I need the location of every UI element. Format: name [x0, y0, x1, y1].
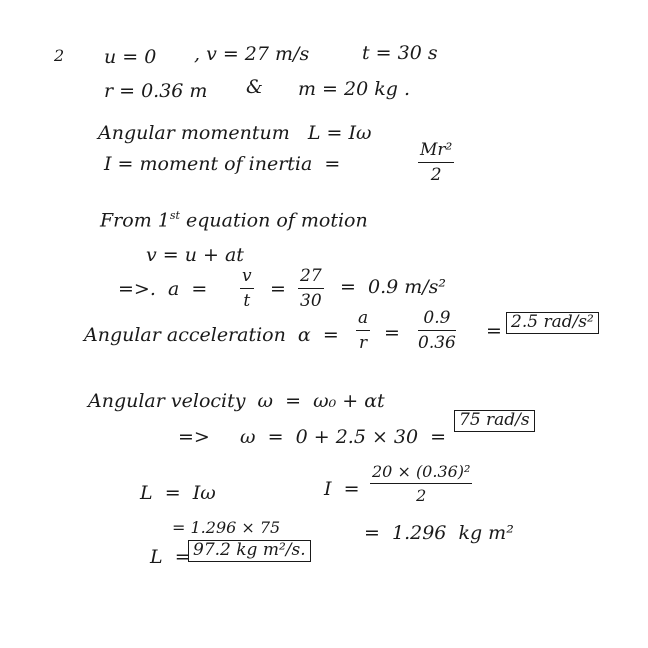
equation-of-motion-heading: [100, 210, 368, 230]
fraction-denominator-r: r: [359, 333, 368, 353]
angular-momentum-substitution: = 1.296 × 75: [172, 518, 281, 537]
heading-part-1: From 1: [100, 209, 170, 232]
angular-momentum-result-prefix: L =: [150, 546, 191, 568]
inertia-formula-fraction: [418, 140, 454, 185]
fraction-denominator-t: t: [243, 291, 251, 311]
fraction-denominator-0-36: 0.36: [418, 333, 456, 353]
acceleration-fraction-v-t: [240, 266, 254, 311]
acceleration-fraction-values: [298, 266, 324, 311]
given-final-velocity: , v = 27 m/s: [194, 43, 310, 65]
given-mass: m = 20 kg .: [298, 78, 410, 100]
fraction-numerator-27: 27: [298, 266, 324, 289]
angular-acceleration-answer-box: 2.5 rad/s²: [506, 312, 599, 334]
fraction-numerator-a: a: [356, 308, 370, 331]
question-number: 2: [54, 46, 65, 65]
inertia-result: = 1.296 kg m²: [364, 522, 514, 544]
heading-part-2: equation of motion: [179, 209, 368, 232]
given-initial-velocity: u = 0: [104, 46, 157, 68]
angular-acceleration-fraction-a-r: [356, 308, 370, 353]
angular-momentum-answer-box: 97.2 kg m²/s.: [188, 540, 311, 562]
inertia-formula-denominator: 2: [430, 165, 442, 185]
heading-superscript: st: [169, 209, 180, 222]
angular-velocity-answer-box: 75 rad/s: [454, 410, 535, 432]
acceleration-prefix: =>. a =: [118, 278, 208, 300]
fraction-numerator-v: v: [240, 266, 254, 289]
fraction-numerator-0-9: 0.9: [418, 308, 456, 331]
equation-of-motion: v = u + at: [146, 244, 244, 266]
equals-sign: =: [270, 278, 286, 300]
given-time: t = 30 s: [362, 42, 438, 64]
inertia-value-fraction: [370, 462, 472, 505]
fraction-denominator-30: 30: [300, 291, 322, 311]
inertia-value-denominator: 2: [416, 486, 427, 505]
angular-momentum-line: Angular momentum L = Iω: [98, 122, 372, 144]
moment-of-inertia-line: I = moment of inertia =: [104, 153, 341, 175]
equals-sign: =: [486, 320, 502, 342]
angular-momentum-formula: L = Iω: [140, 482, 216, 504]
equals-sign: =: [384, 322, 400, 344]
acceleration-result: = 0.9 m/s²: [340, 276, 447, 298]
ampersand: &: [246, 76, 263, 98]
angular-acceleration-fraction-values: [418, 308, 456, 353]
given-radius: r = 0.36 m: [104, 80, 208, 102]
angular-velocity-formula: Angular velocity ω = ω₀ + αt: [88, 390, 385, 412]
angular-acceleration-prefix: Angular acceleration α =: [84, 324, 339, 346]
inertia-value-numerator: 20 × (0.36)²: [370, 462, 472, 484]
inertia-formula-numerator: Mr²: [418, 140, 454, 163]
inertia-value-prefix: I =: [324, 478, 360, 500]
angular-velocity-calculation: => ω = 0 + 2.5 × 30 =: [178, 426, 447, 448]
